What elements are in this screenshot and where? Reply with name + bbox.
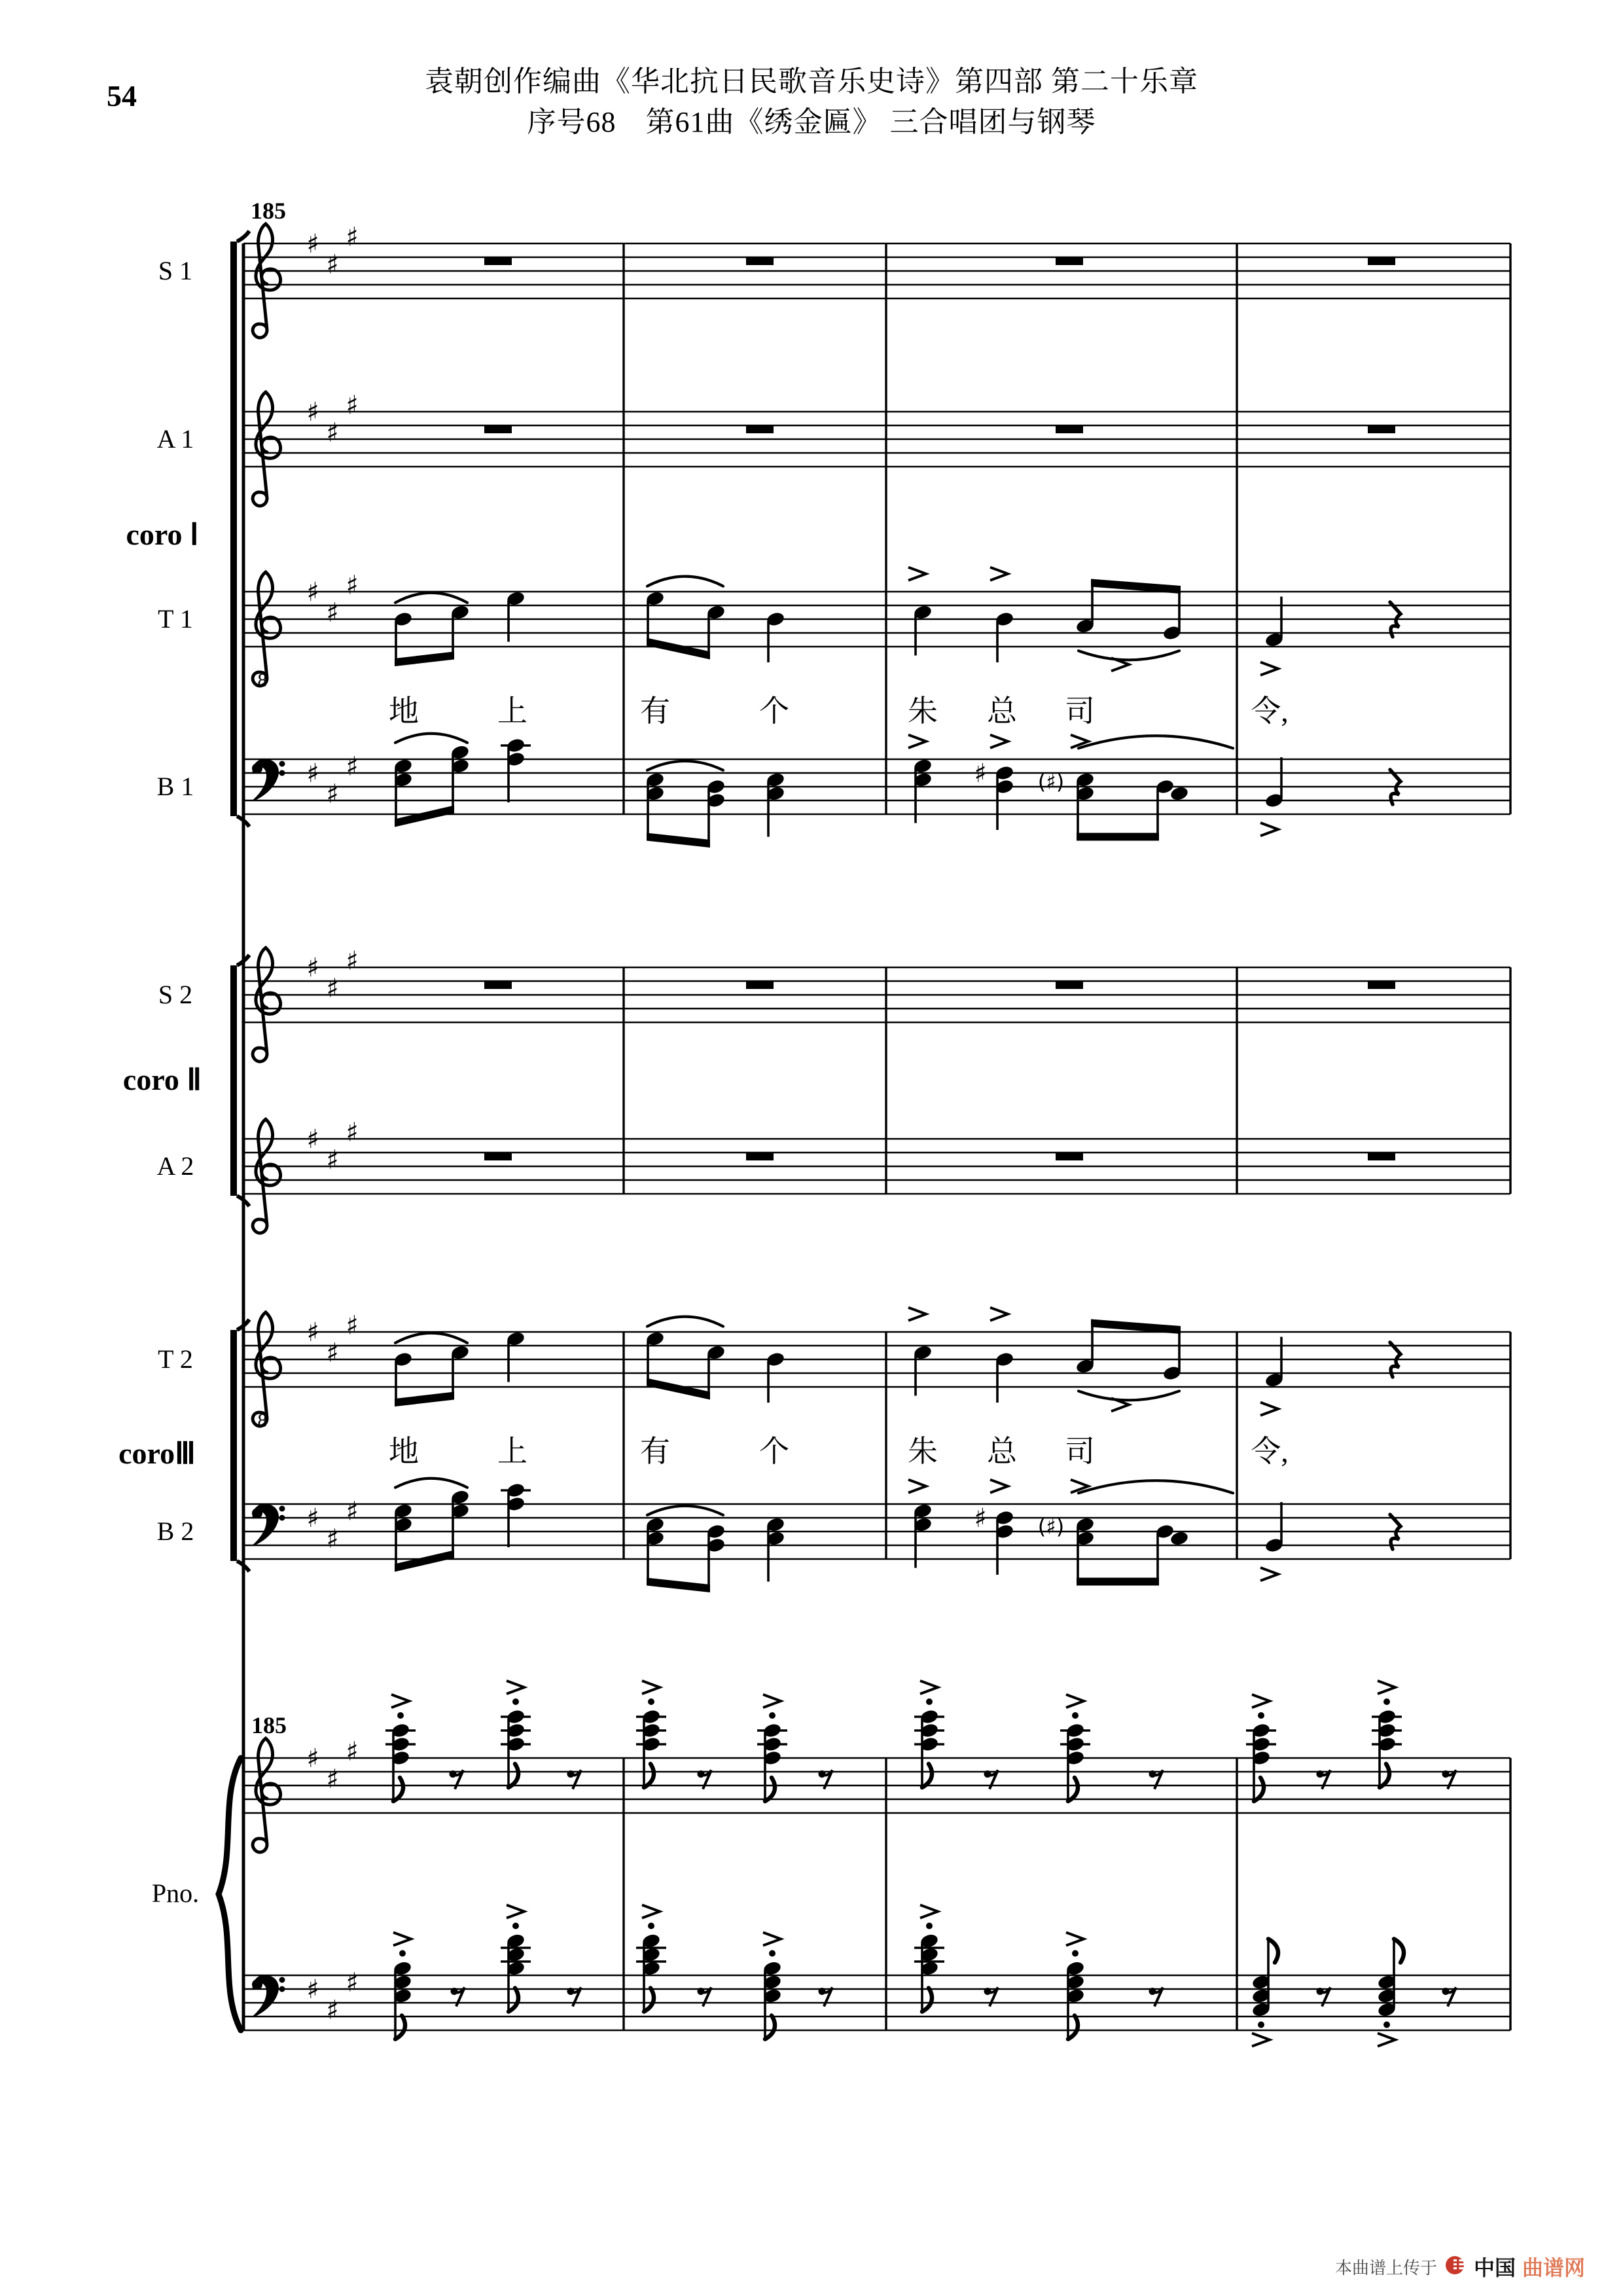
accent-mark bbox=[990, 1480, 1008, 1493]
staff-label-A2: A 2 bbox=[156, 1151, 194, 1181]
beamed-pair bbox=[1075, 1516, 1189, 1586]
staccato-dot bbox=[769, 1950, 776, 1957]
eighth-flag bbox=[395, 2016, 405, 2039]
whole-measure-rest bbox=[484, 426, 512, 433]
lyric-syllable: 朱 bbox=[908, 1435, 938, 1468]
bass-clef-head bbox=[252, 1979, 262, 1990]
eighth-flag bbox=[1254, 1778, 1264, 1801]
staff-PR bbox=[243, 1681, 1510, 1852]
sharp-accidental: ♯ bbox=[306, 953, 319, 983]
bass-clef-head bbox=[252, 1508, 262, 1518]
watermark-site-orange: 曲谱网 bbox=[1522, 2256, 1585, 2280]
accent-mark bbox=[1260, 1568, 1278, 1581]
whole-measure-rest bbox=[1056, 426, 1083, 433]
eighth-flag bbox=[1394, 1939, 1404, 1963]
accent-mark bbox=[391, 1695, 409, 1708]
sharp-accidental: ♯ bbox=[346, 946, 359, 977]
sharp-accidental: ♯ bbox=[326, 598, 339, 628]
accent-mark bbox=[1066, 1695, 1084, 1708]
accent-mark bbox=[908, 1308, 926, 1321]
beamed-pair bbox=[393, 604, 470, 666]
staccato-dot bbox=[1072, 1712, 1079, 1719]
group-bracket bbox=[230, 1330, 237, 1561]
beam bbox=[395, 806, 454, 827]
lyric-syllable: 令, bbox=[1251, 694, 1289, 728]
staccato-dot bbox=[1258, 2022, 1264, 2028]
beamed-pair bbox=[645, 1516, 726, 1592]
sharp-accidental: ♯ bbox=[306, 229, 319, 259]
sharp-accidental: ♯ bbox=[346, 1496, 359, 1527]
eighth-flag bbox=[393, 1778, 403, 1801]
accent-mark bbox=[1260, 1403, 1278, 1416]
group-bracket bbox=[230, 965, 237, 1196]
voice-piano_rh bbox=[385, 1681, 1456, 1801]
eighth-flag bbox=[765, 1778, 775, 1801]
whole-measure-rest bbox=[1368, 258, 1395, 265]
whole-measure-rest bbox=[1368, 982, 1395, 989]
eighth-flag bbox=[765, 2016, 775, 2039]
beam bbox=[1077, 1578, 1159, 1586]
bass-clef-dot bbox=[279, 1977, 285, 1983]
staff-label-B2: B 2 bbox=[156, 1516, 194, 1546]
sharp-accidental: ♯ bbox=[306, 1124, 319, 1155]
sharp-accidental: ♯ bbox=[306, 759, 319, 789]
sharp-accidental: ♯ bbox=[346, 390, 359, 421]
sharp-accidental: ♯ bbox=[326, 249, 339, 280]
staccato-dot bbox=[926, 1698, 933, 1705]
beam bbox=[647, 1378, 710, 1400]
note bbox=[501, 1905, 531, 2012]
lyric-syllable: 司 bbox=[1065, 694, 1095, 728]
lyric-syllable: 司 bbox=[1065, 1435, 1095, 1468]
staccato-dot bbox=[648, 1698, 654, 1705]
whole-measure-rest bbox=[1056, 1153, 1083, 1160]
beamed-pair bbox=[1075, 579, 1182, 641]
staff-S2 bbox=[158, 946, 1510, 1062]
title-line-1: 袁朝创作编曲《华北抗日民歌音乐史诗》第四部 第二十乐章 bbox=[425, 65, 1198, 98]
accent-mark bbox=[642, 1681, 660, 1694]
whole-measure-rest bbox=[746, 426, 774, 433]
accent-mark bbox=[920, 1681, 938, 1694]
staccato-dot bbox=[397, 1712, 404, 1719]
note bbox=[1264, 1337, 1284, 1389]
lyric-syllable: 上 bbox=[497, 694, 527, 728]
piano-brace bbox=[219, 1758, 241, 2030]
staccato-dot bbox=[769, 1712, 776, 1719]
treble-clef-icon bbox=[253, 1312, 280, 1426]
eighth-flag bbox=[922, 1764, 932, 1787]
slur bbox=[647, 577, 723, 586]
staccato-dot bbox=[1383, 1698, 1390, 1705]
note bbox=[636, 1905, 666, 2012]
bass-clef-dot bbox=[279, 1515, 285, 1521]
lyric-syllable: 个 bbox=[759, 1435, 789, 1468]
group-bracket bbox=[230, 242, 237, 816]
note bbox=[501, 737, 531, 802]
accent-mark bbox=[1260, 823, 1278, 836]
staff-label-S2: S 2 bbox=[158, 980, 193, 1009]
sharp-accidental: ♯ bbox=[346, 222, 359, 253]
note bbox=[913, 1344, 933, 1396]
beamed-pair bbox=[1075, 772, 1189, 841]
bass-clef-dot bbox=[279, 1986, 285, 1992]
accent-mark bbox=[920, 1905, 938, 1918]
note bbox=[506, 590, 526, 642]
treble-clef-icon bbox=[253, 1119, 280, 1233]
group-label-piano: Pno. bbox=[151, 1878, 200, 1908]
slur bbox=[395, 734, 467, 743]
staff-label-A1: A 1 bbox=[156, 424, 194, 454]
accent-mark bbox=[763, 1695, 781, 1708]
staff-label-B1: B 1 bbox=[156, 772, 194, 801]
bass-clef-head bbox=[252, 763, 262, 774]
music-site-logo-icon bbox=[1444, 2253, 1467, 2280]
staff-PL bbox=[243, 1905, 1510, 2047]
sharp-accidental: ♯ bbox=[346, 1736, 359, 1767]
bass-clef-dot bbox=[279, 761, 285, 767]
sharp-accidental: ♯ bbox=[326, 779, 339, 810]
watermark-text: 本曲谱上传于 bbox=[1334, 2257, 1437, 2278]
beam bbox=[1077, 833, 1159, 841]
eighth-flag bbox=[1068, 1778, 1078, 1801]
beam bbox=[647, 833, 710, 848]
octave-8-mark: 8 bbox=[257, 1410, 268, 1431]
lyric-syllable: 令, bbox=[1251, 1435, 1289, 1468]
voice-bassv bbox=[393, 734, 1400, 848]
whole-measure-rest bbox=[484, 982, 512, 989]
whole-measure-rest bbox=[1056, 258, 1083, 265]
eighth-flag bbox=[1380, 1764, 1389, 1787]
slur bbox=[395, 1479, 467, 1488]
note bbox=[995, 1509, 1014, 1575]
beam bbox=[647, 1578, 710, 1593]
sharp-accidental: ♯ bbox=[974, 759, 987, 789]
whole-measure-rest bbox=[746, 1153, 774, 1160]
sharp-accidental: ♯ bbox=[326, 1524, 339, 1554]
staccato-dot bbox=[926, 1923, 933, 1929]
beam bbox=[395, 1551, 454, 1572]
accent-mark bbox=[1252, 1695, 1270, 1708]
eighth-flag bbox=[922, 1988, 932, 2012]
bracket-hook bbox=[237, 231, 249, 242]
lyric-syllable: 上 bbox=[497, 1435, 527, 1468]
lyric-syllable: 地 bbox=[389, 1435, 419, 1468]
sharp-accidental: ♯ bbox=[346, 1117, 359, 1148]
group-label-coro-1: coro Ⅰ bbox=[126, 518, 199, 551]
staff-label-T1: T 1 bbox=[158, 604, 193, 634]
staccato-dot bbox=[399, 1950, 406, 1957]
lyric-syllable: 朱 bbox=[908, 694, 938, 728]
accent-mark bbox=[990, 567, 1008, 581]
accent-mark bbox=[990, 1308, 1008, 1321]
accent-mark bbox=[763, 1933, 781, 1946]
staccato-dot bbox=[1383, 2022, 1390, 2028]
note bbox=[913, 758, 933, 823]
note bbox=[1264, 1502, 1284, 1554]
beamed-pair bbox=[645, 772, 726, 848]
slur bbox=[1079, 1391, 1179, 1400]
staff-A2 bbox=[157, 1118, 1510, 1233]
staff-T2 bbox=[158, 1308, 1510, 1431]
staff-B2 bbox=[157, 1479, 1510, 1592]
slur bbox=[1079, 1480, 1233, 1493]
whole-measure-rest bbox=[484, 1153, 512, 1160]
sharp-accidental: ♯ bbox=[306, 397, 319, 427]
voice-tenor bbox=[393, 567, 1400, 675]
staccato-dot bbox=[1072, 1950, 1079, 1957]
lyrics-row-1 bbox=[389, 694, 1289, 728]
eighth-flag bbox=[1268, 1939, 1278, 1963]
accent-mark bbox=[507, 1681, 524, 1694]
sharp-accidental: ♯ bbox=[326, 1995, 339, 2026]
note bbox=[762, 1933, 782, 2039]
staccato-dot bbox=[648, 1923, 654, 1929]
staccato-dot bbox=[1258, 1712, 1264, 1719]
beamed-pair bbox=[645, 1331, 726, 1400]
sharp-accidental: ♯ bbox=[326, 1338, 339, 1369]
page-number: 54 bbox=[107, 79, 137, 113]
lyric-syllable: 有 bbox=[640, 1435, 670, 1468]
accent-mark bbox=[990, 735, 1008, 748]
sharp-accidental: ♯ bbox=[346, 570, 359, 601]
sharp-accidental: ♯ bbox=[306, 1744, 319, 1774]
note bbox=[766, 772, 785, 837]
group-label-coro-3: coroⅢ bbox=[118, 1437, 196, 1470]
slur bbox=[647, 761, 723, 770]
whole-measure-rest bbox=[1368, 426, 1395, 433]
sharp-accidental: ♯ bbox=[346, 751, 359, 782]
accent-mark bbox=[642, 1905, 660, 1918]
slur bbox=[1079, 736, 1233, 748]
note bbox=[393, 1933, 412, 2039]
bass-clef-dot bbox=[279, 1506, 285, 1512]
staccato-dot bbox=[512, 1923, 519, 1929]
treble-clef-icon bbox=[253, 392, 280, 506]
accent-mark bbox=[1066, 1933, 1084, 1946]
lyric-syllable: 地 bbox=[389, 694, 419, 728]
note bbox=[766, 611, 785, 662]
beam bbox=[395, 1392, 454, 1407]
beam bbox=[647, 638, 710, 660]
treble-clef-icon bbox=[253, 572, 280, 686]
note bbox=[913, 1503, 933, 1568]
slur bbox=[647, 1317, 723, 1327]
sharp-accidental: (♯) bbox=[1037, 769, 1065, 795]
group-coro-1 bbox=[126, 231, 1510, 827]
beamed-pair bbox=[1075, 1319, 1182, 1382]
watermark-site-black: 中国 bbox=[1473, 2256, 1516, 2280]
eighth-flag bbox=[644, 1764, 654, 1787]
note bbox=[913, 604, 933, 656]
staff-label-S1: S 1 bbox=[158, 256, 193, 285]
note bbox=[766, 1516, 785, 1582]
whole-measure-rest bbox=[746, 258, 774, 265]
slur bbox=[1079, 651, 1179, 660]
measure-number: 185 bbox=[251, 1712, 287, 1738]
staff-S1 bbox=[158, 223, 1510, 338]
lyric-syllable: 有 bbox=[640, 694, 670, 728]
lyric-syllable: 个 bbox=[759, 694, 789, 728]
staff-T1 bbox=[158, 567, 1510, 691]
accent-mark bbox=[1378, 1681, 1395, 1694]
sharp-accidental: ♯ bbox=[306, 1975, 319, 2005]
sharp-accidental: ♯ bbox=[974, 1503, 987, 1534]
voice-bassv bbox=[393, 1479, 1400, 1592]
sharp-accidental: ♯ bbox=[346, 1310, 359, 1341]
note bbox=[506, 1331, 526, 1382]
sharp-accidental: ♯ bbox=[306, 1503, 319, 1534]
note bbox=[766, 1351, 785, 1403]
octave-8-mark: 8 bbox=[257, 670, 268, 691]
whole-measure-rest bbox=[484, 258, 512, 265]
note bbox=[501, 1482, 531, 1547]
accent-mark bbox=[1260, 662, 1278, 675]
sharp-accidental: ♯ bbox=[326, 1145, 339, 1175]
beamed-pair bbox=[645, 590, 726, 660]
whole-measure-rest bbox=[1056, 982, 1083, 989]
beamed-pair bbox=[393, 1344, 470, 1407]
note bbox=[1264, 597, 1284, 649]
accent-mark bbox=[393, 1933, 411, 1946]
eighth-flag bbox=[644, 1988, 654, 2012]
whole-measure-rest bbox=[746, 982, 774, 989]
watermark bbox=[1335, 2251, 1585, 2282]
slur bbox=[395, 593, 467, 603]
note bbox=[995, 764, 1014, 830]
title-line-2: 序号68 第61曲《绣金匾》 三合唱团与钢琴 bbox=[527, 106, 1096, 138]
accent-mark bbox=[908, 567, 926, 581]
sharp-accidental: (♯) bbox=[1037, 1514, 1065, 1539]
staff-label-T2: T 2 bbox=[158, 1344, 193, 1374]
slur bbox=[395, 1333, 467, 1343]
note bbox=[1264, 757, 1284, 809]
beam bbox=[395, 652, 454, 667]
note bbox=[995, 1351, 1014, 1403]
treble-clef-icon bbox=[253, 1738, 280, 1852]
accent-mark bbox=[908, 1480, 926, 1493]
sharp-accidental: ♯ bbox=[306, 1318, 319, 1348]
sharp-accidental: ♯ bbox=[326, 1764, 339, 1795]
lyrics-row-2 bbox=[389, 1435, 1289, 1468]
eighth-flag bbox=[508, 1764, 518, 1787]
staccato-dot bbox=[512, 1698, 519, 1705]
treble-clef-icon bbox=[253, 224, 280, 338]
lyric-syllable: 总 bbox=[987, 694, 1017, 728]
treble-clef-icon bbox=[253, 948, 280, 1062]
slur bbox=[647, 1506, 723, 1515]
accent-mark bbox=[1252, 2034, 1270, 2047]
eighth-flag bbox=[1068, 2016, 1078, 2039]
accent-mark bbox=[507, 1905, 524, 1918]
note bbox=[914, 1905, 944, 2012]
staff-A1 bbox=[157, 391, 1510, 506]
voice-tenor bbox=[393, 1308, 1400, 1416]
sharp-accidental: ♯ bbox=[326, 418, 339, 448]
note bbox=[1065, 1933, 1085, 2039]
sharp-accidental: ♯ bbox=[306, 577, 319, 607]
sharp-accidental: ♯ bbox=[346, 1967, 359, 1998]
measure-number: 185 bbox=[251, 198, 286, 224]
bass-clef-dot bbox=[279, 770, 285, 776]
accent-mark bbox=[1378, 2034, 1395, 2047]
lyric-syllable: 总 bbox=[987, 1435, 1017, 1468]
note bbox=[995, 611, 1014, 662]
staff-B1 bbox=[157, 734, 1510, 848]
accent-mark bbox=[908, 735, 926, 748]
sharp-accidental: ♯ bbox=[326, 973, 339, 1004]
eighth-flag bbox=[508, 1988, 518, 2012]
group-label-coro-2: coro Ⅱ bbox=[122, 1063, 202, 1096]
whole-measure-rest bbox=[1368, 1153, 1395, 1160]
